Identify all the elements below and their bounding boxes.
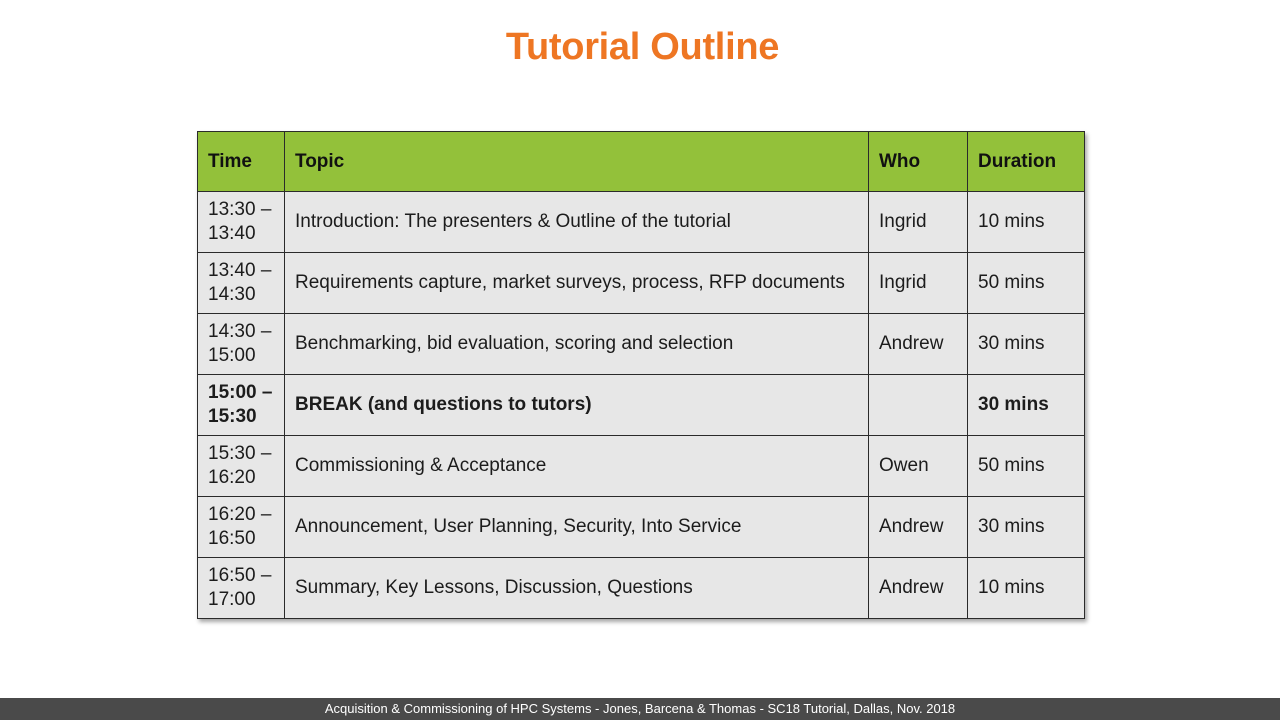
cell-time xyxy=(198,436,285,497)
time-start: 15:00 – xyxy=(208,382,273,403)
table-row xyxy=(198,192,1085,253)
time-start: 13:40 – xyxy=(208,260,272,281)
cell-duration: 30 mins xyxy=(968,497,1085,558)
time-end: 16:50 xyxy=(208,528,256,549)
table-header-row xyxy=(198,132,1085,192)
cell-who: Owen xyxy=(869,436,968,497)
cell-topic: Announcement, User Planning, Security, Into Service xyxy=(285,497,869,558)
cell-duration: 30 mins xyxy=(968,375,1085,436)
time-start: 15:30 – xyxy=(208,443,272,464)
cell-time xyxy=(198,192,285,253)
cell-duration: 10 mins xyxy=(968,558,1085,619)
cell-time xyxy=(198,253,285,314)
cell-topic: Summary, Key Lessons, Discussion, Questions xyxy=(285,558,869,619)
time-end: 14:30 xyxy=(208,284,256,305)
table-row xyxy=(198,314,1085,375)
time-end: 15:00 xyxy=(208,345,256,366)
header-who: Who xyxy=(869,132,968,192)
time-end: 16:20 xyxy=(208,467,256,488)
table-row xyxy=(198,558,1085,619)
cell-topic: Benchmarking, bid evaluation, scoring and selection xyxy=(285,314,869,375)
cell-duration: 10 mins xyxy=(968,192,1085,253)
time-end: 15:30 xyxy=(208,406,257,427)
header-topic: Topic xyxy=(285,132,869,192)
cell-duration: 30 mins xyxy=(968,314,1085,375)
cell-who: Ingrid xyxy=(869,192,968,253)
table-row xyxy=(198,497,1085,558)
time-end: 17:00 xyxy=(208,589,256,610)
slide-title: Tutorial Outline xyxy=(505,26,780,68)
cell-who: Andrew xyxy=(869,314,968,375)
header-time: Time xyxy=(198,132,285,192)
header-duration: Duration xyxy=(968,132,1085,192)
table-row xyxy=(198,253,1085,314)
cell-duration: 50 mins xyxy=(968,436,1085,497)
cell-time xyxy=(198,375,285,436)
cell-topic: Requirements capture, market surveys, process, RFP documents xyxy=(285,253,869,314)
cell-topic: Commissioning & Acceptance xyxy=(285,436,869,497)
outline-table xyxy=(197,131,1085,619)
table-row-break xyxy=(198,375,1085,436)
cell-topic: Introduction: The presenters & Outline of the tutorial xyxy=(285,192,869,253)
time-end: 13:40 xyxy=(208,223,256,244)
cell-time xyxy=(198,497,285,558)
cell-duration: 50 mins xyxy=(968,253,1085,314)
time-start: 13:30 – xyxy=(208,199,272,220)
cell-who xyxy=(869,375,968,436)
cell-who: Ingrid xyxy=(869,253,968,314)
cell-who: Andrew xyxy=(869,497,968,558)
cell-time xyxy=(198,558,285,619)
cell-time xyxy=(198,314,285,375)
time-start: 16:50 – xyxy=(208,565,272,586)
cell-who: Andrew xyxy=(869,558,968,619)
table-row xyxy=(198,436,1085,497)
time-start: 16:20 – xyxy=(208,504,272,525)
cell-topic: BREAK (and questions to tutors) xyxy=(285,375,869,436)
footer-bar xyxy=(0,698,1280,720)
footer-text: Acquisition & Commissioning of HPC Systems - Jones, Barcena & Thomas - SC18 Tutorial, Dallas, Nov. 2018 xyxy=(324,701,956,716)
time-start: 14:30 – xyxy=(208,321,272,342)
